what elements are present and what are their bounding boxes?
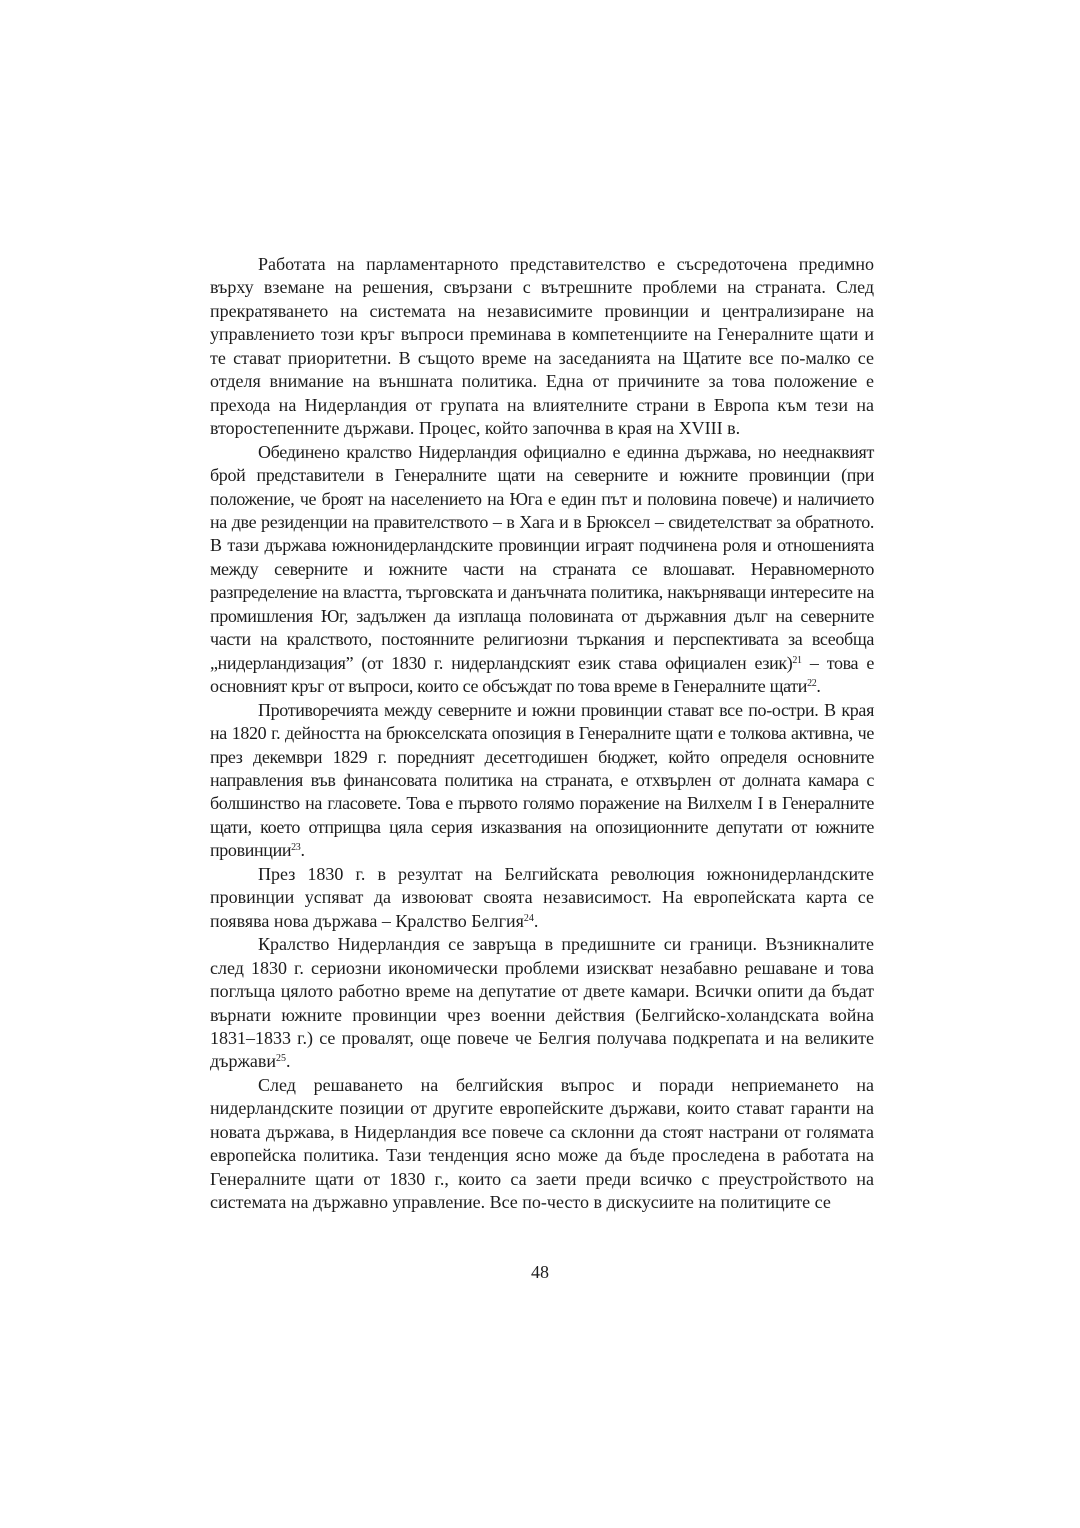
paragraph-2 xyxy=(210,441,874,699)
body-text xyxy=(210,253,874,1215)
paragraph-3-text-1: Противоречията между северните и южни провинции стават все по-остри. В края на 1820 г. дейността на брюкселската опозиция в Генералните щати е толкова активна, че през декември 1829 г. поредният десетгодишен бюджет, който определя основните направления във финансовата политика на страната, е отхвърлен от долната камара с болшинство на гласовете. Това е първото голямо поражение на Вилхелм I в Генералните щати, което отприщва цяла серия изказвания на опозиционните депутати от южните провинции xyxy=(210,699,874,861)
paragraph-2-text-3: . xyxy=(816,676,821,697)
footnote-ref-23: 23 xyxy=(291,842,301,854)
paragraph-5-text-1: Кралство Нидерландия се завръща в предишните си граници. Възникналите след 1830 г. сериозни икономически проблеми изискват незабавно решаване и това поглъща цялото работно време на депутатие от двете камари. Всички опити да бъдат върнати южните провинции чрез военни действия (Белгийско-холандската война 1831–1833 г.) се провалят, още повече че Белгия получава подкрепата и на великите държави xyxy=(210,934,874,1072)
footnote-ref-22: 22 xyxy=(807,678,817,690)
paragraph-5-text-2: . xyxy=(286,1051,291,1072)
paragraph-1: Работата на парламентарното представителство е съсредоточена предимно върху вземане на решения, свързани с вътрешните проблеми на страната. След прекратяването на системата на независимите провинции и централизиране на управлението този кръг въпроси преминава в компетенциите на Генералните щати и те стават приоритетни. В същото време на заседанията на Щатите все по-малко се отделя внимание на външната политика. Една от причините за това положение е прехода на Нидерландия от групата на влиятелните страни в Европа към тези на второстепенните държави. Процес, който започнва в края на XVIII в. xyxy=(210,254,874,439)
paragraph-3 xyxy=(210,699,874,863)
footnote-ref-21: 21 xyxy=(792,654,802,666)
paragraph-2-text-2: – това е основният кръг от въпроси, които се обсъждат по това време в Генералните щати xyxy=(210,652,874,697)
footnote-ref-24: 24 xyxy=(523,912,534,924)
paragraph-2-text-1: Обединено кралство Нидерландия официално е единна държава, но нееднаквият брой представители в Генералните щати на северните и южните провинции (при положение, че броят на населението на Юга е един път и половина повече) и наличието на две резиденции на правителството – в Хага и в Брюксел – свидетелстват за обратното. В тази държава южнонидерландските провинции играят подчинена роля и отношенията между северните и южните части на страната се влошават. Неравномерното разпределение на властта, търговската и данъчната политика, накърняващи интересите на промишления Юг, задължен да изплаща половината от държавния дълг на северните части на кралството, постоянните религиозни търкания и перспективата за всеобща „нидерландизация” (от 1830 г. нидерландският език става официален език) xyxy=(210,441,874,673)
paragraph-6: След решаването на белгийския въпрос и поради неприемането на нидерландските позиции от другите европейските държави, които стават гаранти на новата държава, в Нидерландия все повече са склонни да стоят настрани от голямата европейска политика. Тази тенденция ясно може да бъде проследена в работата на Генералните щати от 1830 г., които са заети преди всичко с преустройството на системата на държавно управление. Все по-често в дискусиите на политиците се xyxy=(210,1074,874,1213)
paragraph-4-text-1: През 1830 г. в резултат на Белгийската революция южнонидерландските провинции успяват да извоюват своята независимост. На европейската карта се появява нова държава – Кралство Белгия xyxy=(210,863,874,931)
paragraph-4-text-2: . xyxy=(533,910,539,931)
paragraph-4 xyxy=(210,863,874,933)
paragraph-3-text-2: . xyxy=(300,840,305,861)
footnote-ref-25: 25 xyxy=(276,1053,287,1065)
page-number: 48 xyxy=(531,1262,549,1282)
paragraph-5 xyxy=(210,933,874,1074)
